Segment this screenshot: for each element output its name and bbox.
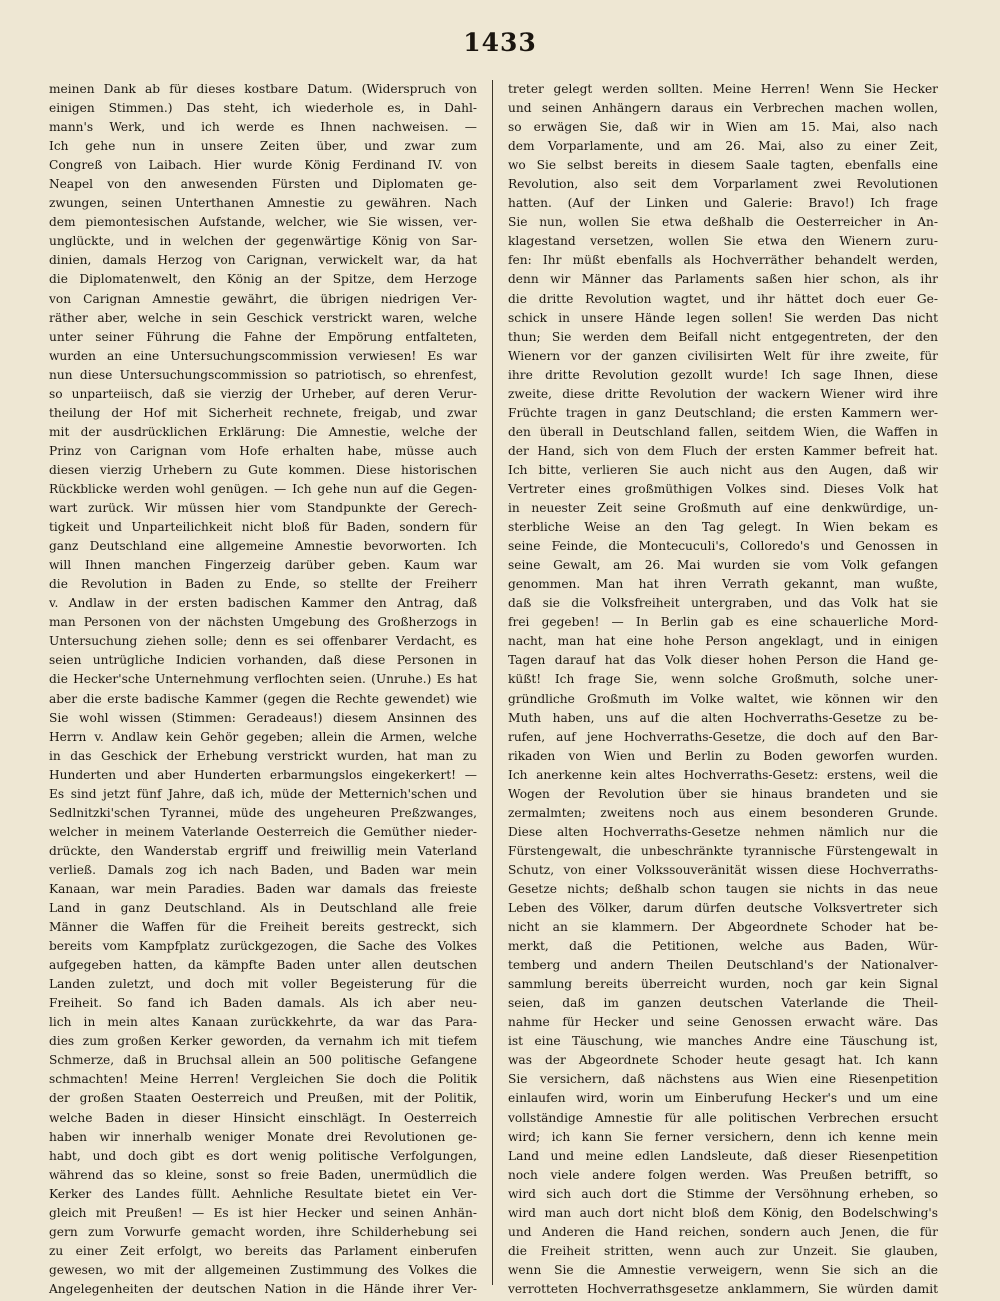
text-line: die dritte Revolution wagtet, und ihr hättet doch euer Ge- [508,291,938,306]
text-line: wart zurück. Wir müssen hier vom Standpunkte der Gerech- [49,501,477,516]
text-line: Sedlnitzki'schen Tyrannei, müde des ungeheuren Preßzwanges, [49,805,477,820]
text-line: sammlung bereits überreicht wurden, noch gar kein Signal [508,977,938,992]
text-line: Sie nun, wollen Sie etwa deßhalb die Oesterreicher in An- [508,215,938,230]
text-line: Freiheit. So fand ich Baden damals. Als ich aber neu- [49,996,477,1011]
text-line: frei gegeben! — In Berlin gab es eine schauerliche Mord- [508,615,938,630]
text-line: Sie wohl wissen (Stimmen: Geradeaus!) diesem Ansinnen des [49,710,477,725]
text-line: küßt! Ich frage Sie, wenn solche Großmuth, solche uner- [508,672,938,687]
text-line: wurden an eine Untersuchungscommission verwiesen! Es war [49,348,477,363]
text-line: ist eine Täuschung, wie manches Andre eine Täuschung ist, [508,1034,938,1049]
text-line: den überall in Deutschland fallen, seitdem Wien, die Waffen in [508,424,938,439]
text-line: einlaufen wird, worin um Einberufung Hecker's und um eine [508,1091,938,1106]
text-line: Land und meine edlen Landsleute, daß dieser Riesenpetition [508,1148,938,1163]
text-line: Sie versichern, daß nächstens aus Wien eine Riesenpetition [508,1072,938,1087]
text-line: Leben des Völker, darum dürfen deutsche Volksvertreter sich [508,901,938,916]
text-line: mit der ausdrücklichen Erklärung: Die Amnestie, welche der [49,424,477,439]
text-line: Früchte tragen in ganz Deutschland; die ersten Kammern wer- [508,405,938,420]
text-line: fen: Ihr müßt ebenfalls als Hochverräther behandelt werden, [508,253,938,268]
text-line: vollständige Amnestie für alle politischen Verbrechen ersucht [508,1110,938,1125]
text-line: Rückblicke werden wohl genügen. — Ich gehe nun auf die Gegen- [49,481,477,496]
text-line: zwungen, seinen Unterthanen Amnestie zu gewähren. Nach [49,196,477,211]
text-line: Congreß von Laibach. Hier wurde König Ferdinand IV. von [49,158,477,173]
text-line: einigen Stimmen.) Das steht, ich wiederhole es, in Dahl- [49,101,477,116]
text-line: theilung der Hof mit Sicherheit rechnete, freigab, und zwar [49,405,477,420]
text-line: in das Geschick der Erhebung verstrickt wurden, hat man zu [49,748,477,763]
text-line: schick in unsere Hände legen sollen! Sie werden Das nicht [508,310,938,325]
text-line: meinen Dank ab für dieses kostbare Datum. (Widerspruch von [49,82,477,96]
text-line: unter seiner Führung die Fahne der Empörung entfalteten, [49,329,477,344]
text-line: Kanaan, war mein Paradies. Baden war damals das freieste [49,881,477,896]
text-line: dem Vorparlamente, und am 26. Mai, also zu einer Zeit, [508,139,938,154]
text-line: seine Feinde, die Montecuculi's, Colloredo's und Genossen in [508,539,938,554]
text-line: Fürstengewalt, die unbeschränkte tyrannische Fürstengewalt in [508,843,938,858]
text-line: aber die erste badische Kammer (gegen die Rechte gewendet) wie [49,691,477,706]
text-line: der Hand, sich von dem Fluch der ersten Kammer befreit hat. [508,443,938,458]
text-line: will Ihnen manchen Fingerzeig darüber geben. Kaum war [49,558,477,573]
text-line: wenn Sie die Amnestie verweigern, wenn Sie sich an die [508,1262,938,1277]
text-line: zweite, diese dritte Revolution der wackern Wiener wird ihre [508,386,938,401]
text-line: Diese alten Hochverraths-Gesetze nehmen nämlich nur die [508,824,938,839]
text-line: hatten. (Auf der Linken und Galerie: Bravo!) Ich frage [508,196,938,211]
text-line: Wienern vor der ganzen civilisirten Welt für ihre zweite, für [508,348,938,363]
text-line: noch viele andere folgen werden. Was Preußen betrifft, so [508,1167,938,1182]
text-line: Schmerze, daß in Bruchsal allein an 500 politische Gefangene [49,1053,477,1068]
text-line: treter gelegt werden sollten. Meine Herren! Wenn Sie Hecker [508,82,938,96]
text-line: man Personen von der nächsten Umgebung des Großherzogs in [49,615,477,630]
text-line: in neuester Zeit seine Großmuth auf eine denkwürdige, un- [508,501,938,516]
text-line: wird; ich kann Sie ferner versichern, denn ich kenne mein [508,1129,938,1144]
text-line: Wogen der Revolution über sie hinaus brandeten und sie [508,786,938,801]
text-line: nicht an sie klammern. Der Abgeordnete Schoder hat be- [508,920,938,935]
text-line: verließ. Damals zog ich nach Baden, und Baden war mein [49,862,477,877]
text-line: klagestand versetzen, wollen Sie etwa den Wienern zuru- [508,234,938,249]
text-line: nun diese Untersuchungscommission so patriotisch, so ehrenfest, [49,367,477,382]
text-line: so erwägen Sie, daß wir in Wien am 15. Mai, also nach [508,120,938,135]
text-column-left [49,80,477,1296]
text-line: daß sie die Volksfreiheit untergraben, und das Volk hat sie [508,596,938,611]
text-line: seien, daß im ganzen deutschen Vaterlande die Theil- [508,996,938,1011]
text-line: Neapel von den anwesenden Fürsten und Diplomaten ge- [49,177,477,192]
text-line: haben wir innerhalb weniger Monate drei Revolutionen ge- [49,1129,477,1144]
text-line: Muth haben, uns auf die alten Hochverraths-Gesetze zu be- [508,710,938,725]
text-line: die Revolution in Baden zu Ende, so stellte der Freiherr [49,577,477,592]
text-line: dem piemontesischen Aufstande, welcher, wie Sie wissen, ver- [49,215,477,230]
text-line: Schutz, von einer Volkssouveränität wissen diese Hochverraths- [508,862,938,877]
text-line: wird man auch dort nicht bloß dem König, den Bodelschwing's [508,1205,938,1220]
text-line: räther aber, welche in sein Geschick verstrickt waren, welche [49,310,477,325]
text-line: gewesen, wo mit der allgemeinen Zustimmung des Volkes die [49,1262,477,1277]
text-line: ihre dritte Revolution gezollt wurde! Ich sage Ihnen, diese [508,367,938,382]
text-line: dinien, damals Herzog von Carignan, verwickelt war, da hat [49,253,477,268]
text-line: Hunderten und aber Hunderten erbarmungslos eingekerkert! — [49,767,477,782]
text-line: zu einer Zeit erfolgt, wo bereits das Parlament einberufen [49,1243,477,1258]
text-line: sterbliche Weise an den Tag gelegt. In Wien bekam es [508,520,938,535]
text-line: v. Andlaw in der ersten badischen Kammer den Antrag, daß [49,596,477,611]
text-line: gleich mit Preußen! — Es ist hier Hecker und seinen Anhän- [49,1205,477,1220]
text-line: Tagen darauf hat das Volk dieser hohen Person die Hand ge- [508,653,938,668]
text-column-right [508,80,938,1296]
text-line: welche Baden in dieser Hinsicht einschlägt. In Oesterreich [49,1110,477,1125]
text-line: Angelegenheiten der deutschen Nation in die Hände ihrer Ver- [49,1281,477,1296]
text-line: ganz Deutschland eine allgemeine Amnestie bevorworten. Ich [49,539,477,554]
text-line: genommen. Man hat ihren Verrath gekannt, man wußte, [508,577,938,592]
text-line: Land in ganz Deutschland. Als in Deutschland alle freie [49,901,477,916]
text-line: die Freiheit stritten, wenn auch zur Unzeit. Sie glauben, [508,1243,938,1258]
text-line: Ich anerkenne kein altes Hochverraths-Gesetz: erstens, weil die [508,767,938,782]
text-line: Kerker des Landes füllt. Aehnliche Resultate bietet ein Ver- [49,1186,477,1201]
text-line: mann's Werk, und ich werde es Ihnen nachweisen. — [49,120,477,135]
text-line: Es sind jetzt fünf Jahre, daß ich, müde der Metternich'schen und [49,786,477,801]
text-line: wo Sie selbst bereits in diesem Saale tagten, ebenfalls eine [508,158,938,173]
text-line: unglückte, und in welchen der gegenwärtige König von Sar- [49,234,477,249]
text-line: nahme für Hecker und seine Genossen erwacht wäre. Das [508,1015,938,1030]
text-line: Männer die Waffen für die Freiheit bereits gestreckt, sich [49,920,477,935]
text-line: was der Abgeordnete Schoder heute gesagt hat. Ich kann [508,1053,938,1068]
text-line: merkt, daß die Petitionen, welche aus Baden, Wür- [508,939,938,954]
text-line: zermalmten; zweitens noch aus einem besonderen Grunde. [508,805,938,820]
text-line: thun; Sie werden dem Beifall nicht entgegentreten, der den [508,329,938,344]
text-line: der großen Staaten Oesterreich und Preußen, mit der Politik, [49,1091,477,1106]
text-line: welcher in meinem Vaterlande Oesterreich die Gemüther nieder- [49,824,477,839]
text-line: lich in mein altes Kanaan zurückkehrte, da war das Para- [49,1015,477,1030]
text-line: Vertreter eines großmüthigen Volkes sind. Dieses Volk hat [508,481,938,496]
text-line: Herrn v. Andlaw kein Gehör gegeben; allein die Armen, welche [49,729,477,744]
text-line: bereits vom Kampfplatz zurückgezogen, die Sache des Volkes [49,939,477,954]
text-line: rufen, auf jene Hochverraths-Gesetze, die doch auf den Bar- [508,729,938,744]
text-line: während das so kleine, sonst so freie Baden, unermüdlich die [49,1167,477,1182]
text-line: seien untrügliche Indicien vorhanden, daß diese Personen in [49,653,477,668]
text-line: seine Gewalt, am 26. Mai wurden sie vom Volk gefangen [508,558,938,573]
text-line: und seinen Anhängern daraus ein Verbrechen machen wollen, [508,101,938,116]
text-line: die Hecker'sche Unternehmung verflochten seien. (Unruhe.) Es hat [49,672,477,687]
text-line: denn wir Männer das Parlaments saßen hier schon, als ihr [508,272,938,287]
text-line: temberg und andern Theilen Deutschland's der Nationalver- [508,958,938,973]
text-line: und Anderen die Hand reichen, sondern auch Jenen, die für [508,1224,938,1239]
text-line: Untersuchung ziehen solle; denn es sei offenbarer Verdacht, es [49,634,477,649]
text-line: von Carignan Amnestie gewährt, die übrigen niedrigen Ver- [49,291,477,306]
text-line: gründliche Großmuth im Volke waltet, wie können wir den [508,691,938,706]
text-line: Landen zuletzt, und doch mit voller Begeisterung für die [49,977,477,992]
text-line: schmachten! Meine Herren! Vergleichen Sie doch die Politik [49,1072,477,1087]
text-line: Revolution, also seit dem Vorparlament zwei Revolutionen [508,177,938,192]
text-line: aufgegeben hatten, da kämpfte Baden unter allen deutschen [49,958,477,973]
text-line: Gesetze nichts; deßhalb schon taugen sie nichts in das neue [508,881,938,896]
text-line: nacht, man hat eine hohe Person angeklagt, und in einigen [508,634,938,649]
text-line: rikaden von Wien und Berlin zu Boden geworfen wurden. [508,748,938,763]
text-line: die Diplomatenwelt, den König an der Spitze, dem Herzoge [49,272,477,287]
column-divider [492,80,493,1285]
text-line: drückte, den Wanderstab ergriff und freiwillig mein Vaterland [49,843,477,858]
text-line: Prinz von Carignan vom Hofe erhalten habe, müsse auch [49,443,477,458]
text-line: so unparteiisch, daß sie vierzig der Urheber, auf deren Verur- [49,386,477,401]
text-line: verrotteten Hochverrathsgesetze anklammern, Sie würden damit [508,1281,938,1296]
text-line: gern zum Vorwurfe gemacht worden, ihre Schilderhebung sei [49,1224,477,1239]
text-line: tigkeit und Unparteilichkeit nicht bloß für Baden, sondern für [49,520,477,535]
text-line: diesen vierzig Urhebern zu Gute kommen. Diese historischen [49,462,477,477]
text-line: Ich bitte, verlieren Sie auch nicht aus den Augen, daß wir [508,462,938,477]
text-line: wird sich auch dort die Stimme der Versöhnung erheben, so [508,1186,938,1201]
page-number: 1433 [463,28,537,57]
text-line: habt, und doch gibt es dort wenig politische Verfolgungen, [49,1148,477,1163]
text-line: Ich gehe nun in unsere Zeiten über, und zwar zum [49,139,477,154]
text-line: dies zum großen Kerker geworden, da vernahm ich mit tiefem [49,1034,477,1049]
